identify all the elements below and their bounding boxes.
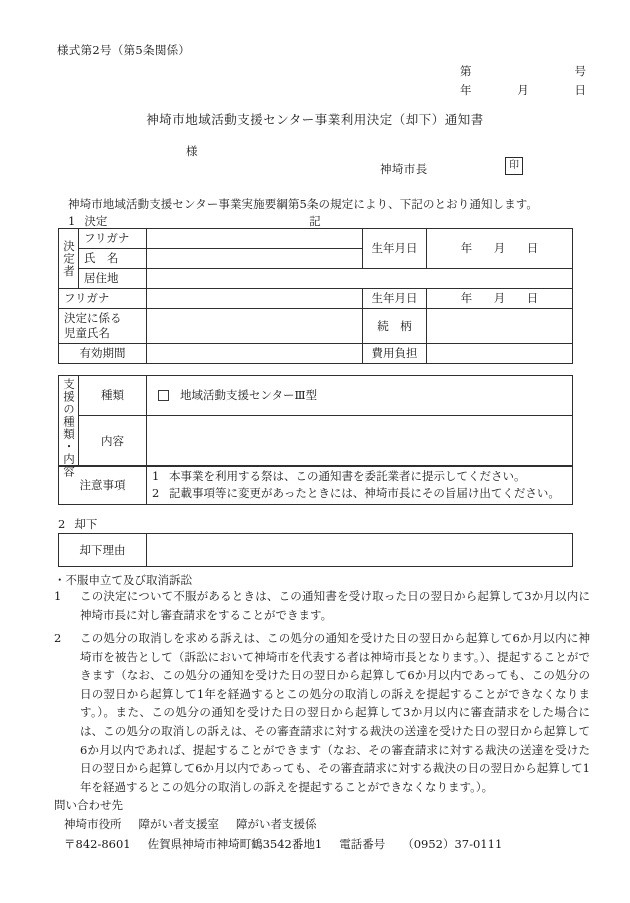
rejection-reason-label: 却下理由 <box>59 534 147 567</box>
document-date-line <box>442 81 592 100</box>
birthdate-day-label: 日 <box>526 241 539 255</box>
support-type-option-row[interactable] <box>152 388 567 403</box>
birthdate-year-label: 年 <box>460 241 473 255</box>
section-decision-number: 1 <box>68 214 76 228</box>
form-number: 様式第2号（第5条関係） <box>57 43 191 57</box>
note-text: 記載事項等に変更があったときには、神埼市長にその旨届け出てください。 <box>169 486 560 500</box>
rejection-reason-value[interactable] <box>147 534 573 567</box>
contact-section: 障がい者支援係 <box>236 817 317 831</box>
contact-postal-code: 〒842-8601 <box>64 837 131 851</box>
checkbox-icon[interactable] <box>158 390 169 401</box>
child-name-value[interactable] <box>147 309 363 344</box>
valid-period-label: 有効期間 <box>59 344 147 364</box>
note-number: 2 <box>152 486 160 500</box>
table-row <box>59 466 573 505</box>
cost-burden-value[interactable] <box>427 344 573 364</box>
birthdate-value[interactable] <box>427 229 573 269</box>
appeal-paragraph-1-number: 1 <box>54 589 62 603</box>
support-type-label: 種類 <box>79 376 147 416</box>
contact-phone-label: 電話番号 <box>339 837 386 851</box>
residence-label: 居住地 <box>79 269 147 289</box>
birthdate-month-label: 月 <box>493 241 506 255</box>
issuer-name: 神埼市長 <box>380 162 428 176</box>
issuer-row <box>380 161 580 177</box>
date-year-label: 年 <box>460 83 472 97</box>
relation-value[interactable] <box>427 309 573 344</box>
notes-list <box>152 468 567 502</box>
section-rejection-number: 2 <box>58 517 66 531</box>
child-birthdate-label: 生年月日 <box>363 289 427 309</box>
furigana-value[interactable] <box>147 229 363 249</box>
valid-period-value[interactable] <box>147 344 363 364</box>
support-type-value[interactable] <box>147 376 573 416</box>
ki-mark: 記 <box>309 214 321 228</box>
number-label: 第 <box>460 64 472 78</box>
notes-label: 注意事項 <box>59 466 147 505</box>
appeal-paragraph-2 <box>54 629 590 796</box>
document-title: 神埼市地域活動支援センター事業利用決定（却下）通知書 <box>146 112 484 127</box>
child-birthdate-value[interactable] <box>427 289 573 309</box>
seal-icon: 印 <box>505 157 523 175</box>
cost-burden-label: 費用負担 <box>363 344 427 364</box>
child-furigana-value[interactable] <box>147 289 363 309</box>
support-type-option-label: 地域活動支援センターⅢ型 <box>180 388 318 403</box>
appeal-paragraph-2-text: この処分の取消しを求める訴えは、この処分の通知を受けた日の翌日から起算して6か月以内に神埼市を被告として（訴訟において神埼市を代表する者は神埼市長となります。）、提起することができます（なお、この処分の通知を受けた日の翌日から起算して6か月以内であっても、この処分の日の翌日から起算して1年を経過するとこの処分の取消しの訴えを提起することができなくなります。）。また、この処分の通知を受けた日の翌日から起算して3か月以内に審査請求をした場合には、この処分の取消しの訴えは、その審査請求に対する裁決の送達を受けた日の翌日から起算して6か月以内であれば、提起することができます（なお、その審査請求に対する裁決の送達を受けた日の翌日から起算して6か月以内であっても、その審査請求に対する裁決の日の翌日から起算して1年を経過するとこの処分の取消しの訴えを提起することができなくなります。）。 <box>80 631 590 794</box>
table-row <box>59 376 573 416</box>
notes-content <box>147 466 573 505</box>
contact-heading: 問い合わせ先 <box>54 798 123 812</box>
section-rejection-text: 却下 <box>74 517 98 531</box>
contact-office-line <box>64 816 317 832</box>
child-birthdate-year-label: 年 <box>460 291 473 305</box>
child-name-label-line2: 児童氏名 <box>64 326 110 340</box>
birthdate-label: 生年月日 <box>363 229 427 269</box>
appeal-heading: ・不服申立て及び取消訴訟 <box>54 573 192 587</box>
table-row <box>59 309 573 344</box>
relation-label: 続 柄 <box>363 309 427 344</box>
table-row <box>59 344 573 364</box>
furigana-label: フリガナ <box>79 229 147 249</box>
residence-value[interactable] <box>147 269 573 289</box>
section-decision-label <box>68 213 107 229</box>
date-month-label: 月 <box>517 83 529 97</box>
name-value[interactable] <box>147 249 363 269</box>
applicant-vertical-label: 決定者 <box>59 229 79 289</box>
contact-phone: （0952）37-0111 <box>402 837 503 851</box>
notes-table <box>58 465 573 505</box>
child-name-label-line1: 決定に係る <box>64 311 122 325</box>
section-decision-text: 決定 <box>84 214 108 228</box>
child-birthdate-month-label: 月 <box>493 291 506 305</box>
appeal-paragraph-2-number: 2 <box>54 631 62 645</box>
list-item <box>152 485 567 502</box>
section-rejection-label <box>58 516 97 532</box>
addressee-suffix: 様 <box>186 144 198 158</box>
appeal-paragraph-1 <box>54 587 590 624</box>
note-number: 1 <box>152 469 160 483</box>
support-vertical-label: 支援の種類・内容 <box>59 376 79 467</box>
document-number-line <box>442 62 592 81</box>
decision-table <box>58 228 573 364</box>
contact-division: 障がい者支援室 <box>138 817 219 831</box>
number-unit: 号 <box>574 64 586 78</box>
appeal-paragraph-1-text: この決定について不服があるときは、この通知書を受け取った日の翌日から起算して3か月以内に神埼市長に対し審査請求をすることができます。 <box>80 589 590 622</box>
lead-text: 神埼市地域活動支援センター事業実施要綱第5条の規定により、下記のとおり通知します。 <box>68 197 539 211</box>
note-text: 本事業を利用する祭は、この通知書を委託業者に提示してください。 <box>169 469 526 483</box>
contact-address: 佐賀県神埼市神埼町鶴3542番地1 <box>147 837 323 851</box>
support-content-label: 内容 <box>79 416 147 467</box>
name-label: 氏 名 <box>79 249 147 269</box>
contact-address-line <box>64 836 502 852</box>
child-birthdate-day-label: 日 <box>526 291 539 305</box>
contact-office: 神埼市役所 <box>64 817 122 831</box>
table-row <box>59 269 573 289</box>
rejection-table <box>58 533 573 567</box>
child-furigana-label: フリガナ <box>59 289 147 309</box>
document-number-block <box>442 62 592 100</box>
table-row <box>59 416 573 467</box>
list-item <box>152 468 567 485</box>
child-name-label <box>59 309 147 344</box>
support-content-value[interactable] <box>147 416 573 467</box>
date-day-label: 日 <box>574 83 586 97</box>
table-row <box>59 289 573 309</box>
table-row <box>59 229 573 249</box>
table-row <box>59 534 573 567</box>
